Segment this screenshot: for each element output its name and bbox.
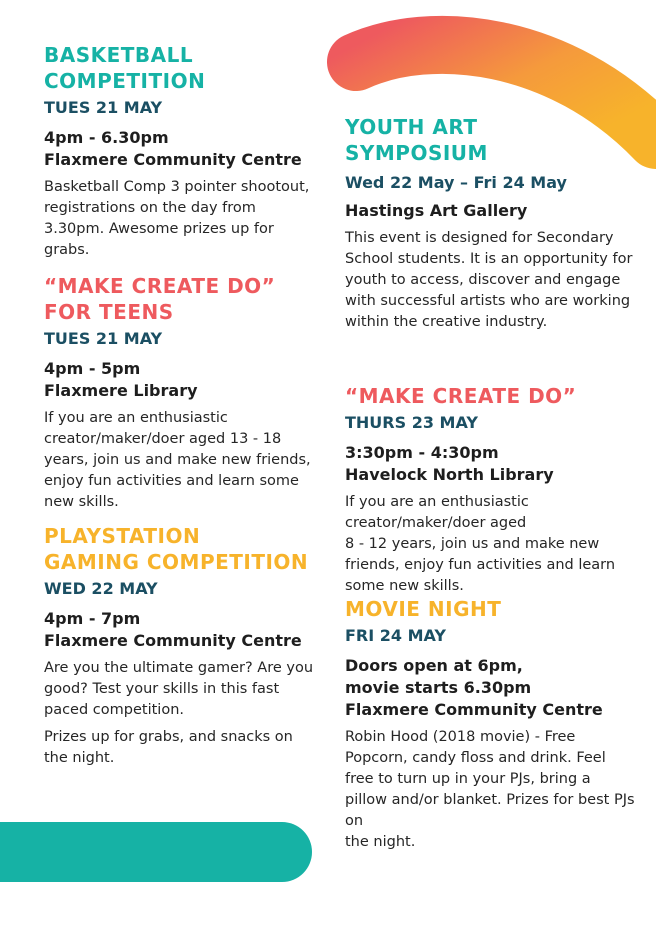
event-date: WED 22 MAY xyxy=(44,579,158,598)
teal-bar-decoration xyxy=(0,822,312,882)
event-date: TUES 21 MAY xyxy=(44,329,163,348)
event-description-extra: Prizes up for grabs, and snacks on the night. xyxy=(44,729,293,766)
event-venue: Havelock North Library xyxy=(345,465,554,484)
event-title: “MAKE CREATE DO” FOR TEENS xyxy=(44,274,276,324)
event-description: This event is designed for Secondary School students. It is an opportunity for youth to access, discover and engage with successful artists who are working within the creative industry. xyxy=(345,230,633,330)
event-time: 4pm - 7pm xyxy=(44,609,141,628)
event-make-create-do xyxy=(345,383,635,597)
event-date: Wed 22 May – Fri 24 May xyxy=(345,173,567,192)
event-youth-art-symposium xyxy=(345,114,635,333)
event-movie-night xyxy=(345,596,635,853)
event-date: THURS 23 MAY xyxy=(345,413,478,432)
event-time: 4pm - 6.30pm xyxy=(44,128,169,147)
event-venue: Flaxmere Community Centre xyxy=(44,150,302,169)
event-date: TUES 21 MAY xyxy=(44,98,163,117)
event-date: FRI 24 MAY xyxy=(345,626,446,645)
event-time: 4pm - 5pm xyxy=(44,359,141,378)
event-title: BASKETBALL COMPETITION xyxy=(44,43,206,93)
event-title: PLAYSTATION GAMING COMPETITION xyxy=(44,524,309,574)
event-time: 3:30pm - 4:30pm xyxy=(345,443,499,462)
event-venue: Flaxmere Community Centre xyxy=(345,700,603,719)
event-time: Doors open at 6pm, movie starts 6.30pm xyxy=(345,656,532,697)
event-venue: Flaxmere Community Centre xyxy=(44,631,302,650)
event-venue: Flaxmere Library xyxy=(44,381,198,400)
event-description: Robin Hood (2018 movie) - Free Popcorn, candy floss and drink. Feel free to turn up in your PJs, bring a pillow and/or blanket. Prizes for best PJs on the night. xyxy=(345,729,635,850)
event-title: MOVIE NIGHT xyxy=(345,597,502,621)
event-basketball-competition xyxy=(44,42,314,261)
event-description: Are you the ultimate gamer? Are you good? Test your skills in this fast paced competition. xyxy=(44,660,314,718)
event-title: “MAKE CREATE DO” xyxy=(345,384,577,408)
event-description: If you are an enthusiastic creator/maker/doer aged 13 - 18 years, join us and make new friends, enjoy fun activities and learn some new skills. xyxy=(44,410,311,510)
event-description: If you are an enthusiastic creator/maker/doer aged 8 - 12 years, join us and make new friends, enjoy fun activities and learn some new skills. xyxy=(345,494,616,594)
event-description: Basketball Comp 3 pointer shootout, registrations on the day from 3.30pm. Awesome prizes up for grabs. xyxy=(44,179,310,258)
event-playstation-gaming xyxy=(44,523,314,769)
event-title: YOUTH ART SYMPOSIUM xyxy=(345,115,488,165)
event-make-create-do-teens xyxy=(44,273,314,513)
event-venue: Hastings Art Gallery xyxy=(345,201,528,220)
